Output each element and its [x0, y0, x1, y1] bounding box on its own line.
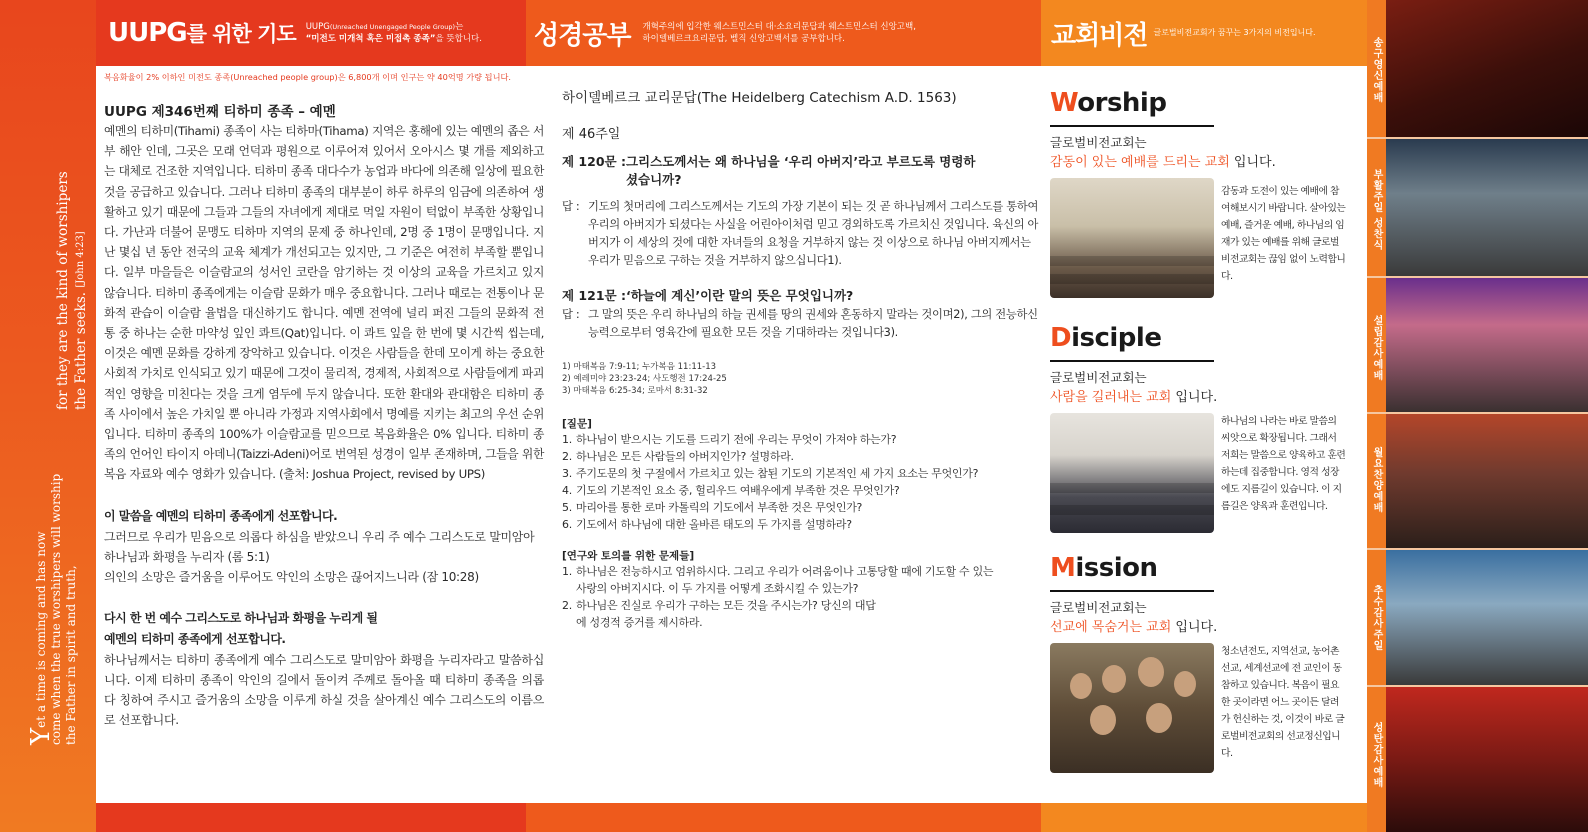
- photo-detail: [1070, 673, 1092, 699]
- heading-rest: ission: [1075, 553, 1158, 583]
- answer-text: 그 말의 뜻은 우리 하나님의 하늘 권세를 땅의 권세와 혼동하지 말라는 것이며2), 그의 전능하신 능력으로부터 영육간에 필요한 모든 것을 기대하라는 것입니다3).: [588, 308, 1038, 339]
- item-number: 6.: [562, 518, 572, 531]
- heading-cap: M: [1050, 553, 1076, 583]
- footer-band-red: [96, 803, 526, 832]
- verse-john-4-23: [54, 150, 90, 410]
- verse-john-4-23-part1: [26, 455, 79, 745]
- photo-image: [1050, 413, 1214, 533]
- sub-text: 는: [455, 22, 464, 32]
- divider: [1050, 360, 1214, 362]
- motto-accent: 감동이 있는 예배를 드리는 교회: [1050, 155, 1230, 170]
- event-photo: [1386, 139, 1588, 276]
- divider: [1050, 125, 1214, 127]
- event-label: 설립감사예배: [1371, 315, 1382, 381]
- list-item: [562, 465, 1042, 482]
- footer-band-amber: [1041, 803, 1367, 832]
- event-photo: [1386, 278, 1588, 412]
- church-name: 글로벌비전교회는: [1050, 600, 1147, 615]
- event-photo: [1386, 414, 1588, 548]
- list-item: [562, 499, 1042, 516]
- answer-121: [562, 306, 1042, 342]
- verse-line: the Father in spirit and truth,: [64, 565, 78, 745]
- bible-study-subtitle: [642, 21, 915, 45]
- verse-line: come when the true worshipers will worship: [49, 473, 63, 745]
- mission-motto: [1050, 616, 1217, 635]
- item-number: 1.: [562, 433, 572, 446]
- vision-header: [1041, 0, 1367, 66]
- motto-tail: 입니다.: [1171, 390, 1218, 405]
- uupg-title-main: UUPG: [108, 18, 187, 48]
- photo-detail: [1050, 274, 1214, 284]
- item-text: 주기도문의 첫 구절에서 가르치고 있는 참된 기도의 기본적인 세 가지 요소는 무엇인가?: [576, 467, 979, 480]
- heading-rest: orship: [1077, 88, 1167, 118]
- disciple-heading: [1050, 323, 1161, 353]
- list-item: [562, 597, 1042, 631]
- reference-item: 2) 예레미야 23:23-24; 사도행전 17:24-25: [562, 374, 727, 384]
- mission-heading: [1050, 553, 1158, 583]
- worship-photo: [1050, 178, 1214, 298]
- vision-title: 교회비전: [1051, 20, 1148, 51]
- motto-tail: 입니다.: [1229, 155, 1276, 170]
- uupg-subtitle: [306, 21, 482, 45]
- heading-line: 예멘의 티하미 종족에게 선포합니다.: [104, 631, 286, 646]
- item-text: 기도의 기본적인 요소 중, 헐리우드 여배우에게 부족한 것은 무엇인가?: [576, 484, 900, 497]
- photo-image: [1050, 643, 1214, 773]
- photo-detail: [1146, 703, 1172, 733]
- motto-tail: 입니다.: [1171, 620, 1218, 635]
- bible-study-column: [562, 86, 1042, 631]
- catechism-week: 제 46주일: [562, 127, 621, 142]
- photo-detail: [1050, 483, 1214, 493]
- sub-text: 개혁주의에 입각한 웨스트민스터 대·소요리문답과 웨스트민스터 신앙고백,: [642, 22, 916, 32]
- uupg-column: [104, 70, 544, 730]
- sub-quote: “미전도 미개척 혹은 미접촉 종족”: [305, 34, 436, 44]
- item-text: 하나님은 모든 사람들의 아버지인가? 설명하라.: [576, 450, 794, 463]
- item-text: 하나님은 진실로 우리가 구하는 모든 것을 주시는가? 당신의 대답에 성경적 증거를 제시하라.: [576, 599, 876, 629]
- question-text: 그리스도께서는 왜 하나님을 ‘우리 아버지’라고 부르도록 명령하셨습니까?: [625, 154, 976, 187]
- photo-detail: [1102, 665, 1126, 693]
- scripture-references: [562, 361, 1042, 397]
- list-item: [562, 563, 1042, 597]
- declaration-heading: 이 말씀을 예멘의 티하미 종족에게 선포합니다.: [104, 508, 338, 523]
- vision-subtitle: 글로벌비전교회가 꿈꾸는 3가지의 비전입니다.: [1153, 28, 1316, 37]
- list-item: [562, 448, 1042, 465]
- question-text: ‘하늘에 계신’이란 말의 뜻은 무엇입니까?: [625, 288, 854, 303]
- worship-motto: [1050, 151, 1276, 170]
- questions-title: [질문]: [562, 418, 592, 430]
- item-number: 2.: [562, 599, 572, 612]
- motto-accent: 사람을 길러내는 교회: [1050, 390, 1172, 405]
- item-text: 마리아를 통한 로마 카톨릭의 기도에서 부족한 것은 무엇인가?: [576, 501, 863, 514]
- photo-detail: [1090, 705, 1116, 735]
- sub-text: 하이델베르크요리문답, 벨직 신앙고백서를 공부합니다.: [642, 34, 845, 44]
- event-photo: [1386, 0, 1588, 137]
- photo-detail: [1174, 671, 1196, 697]
- motto-accent: 선교에 목숨거는 교회: [1050, 620, 1172, 635]
- item-number: 2.: [562, 450, 572, 463]
- item-number: 3.: [562, 467, 572, 480]
- divider: [1050, 590, 1214, 592]
- sub-text: 을 뜻합니다.: [435, 34, 482, 44]
- question-label: 제 120문 :: [562, 154, 626, 169]
- verse-line: for they are the kind of worshipers: [55, 171, 71, 410]
- item-number: 4.: [562, 484, 572, 497]
- declaration-heading-2: [104, 608, 544, 650]
- disciple-motto: [1050, 386, 1217, 405]
- disciple-description: 하나님의 나라는 바로 말씀의 씨앗으로 확장됩니다. 그래서 저희는 말씀으로 양육하고 훈련하는데 집중합니다. 영적 성장에도 지름길이 있습니다. 이 지름길은 양육과 훈련입니다.: [1221, 416, 1346, 512]
- event-label: 추수감사주일: [1371, 585, 1382, 651]
- item-number: 1.: [562, 565, 572, 578]
- worship-heading: [1050, 88, 1166, 118]
- answer-120: [562, 198, 1042, 270]
- uupg-body: 예멘의 티하미(Tihami) 종족이 사는 티하마(Tihama) 지역은 홍해에 있는 예멘의 좁은 서부 해안 인데, 그곳은 모래 언덕과 평원으로 이루어져 있어서 오아시스 몇 개를 제외하고는 대체로 건조한 지역입니다. 티하미 종족 대다수가 농업과 바다에 의존해 일상에 필요한 것을 공급하고 있습니다. 그러나 티하미 종족의 대부분이 하루 하루의 임금에 의존하여 생활하고 있기 때문에 그들과 그들의 자녀에게 제대로 먹일 자원이 턱없이 부족한 상황입니다. 가난과 더불어 문맹도 티하마 지역의 문제 중 하나인데, 2명 중 1명이 문맹입니다. 지난 몇십 년 동안 전국의 교육 체계가 개선되고는 있지만, 그 기준은 여전히 부족할 뿐입니다. 일부 마을들은 이슬람교의 성서인 코란을 암기하는 것 이상의 교육을 가르치고 있지 않습니다. 티하미 종족에게는 이슬람 문화가 매우 중요합니다. 그러나 때로는 전통이나 문화적 관습이 이슬람 율법을 대신하기도 합니다. 예멘 전역에 널리 퍼진 그들의 문화적 전통 중 하나는 순한 마약성 잎인 콰트(Qat)입니다. 이 콰트 잎을 한 번에 몇 시간씩 씹는데, 이것은 예멘 문화를 강하게 장악하고 있습니다. 이것은 사람들을 한데 모이게 하는 중요한 사회적 가치로 인식되고 있기 때문에 그것이 물리적, 경제적, 사회적으로 사람들에게 파괴적인 영향을 미친다는 것을 크게 염두에 두지 않습니다. 또한 환대와 관대함은 티하미 종족 사이에서 높은 가치일 뿐 아니라 가정과 지역사회에서 명예를 지키는 최고의 우선 순위입니다. 티하미 종족의 100%가 이슬람교를 믿으므로 복음화율은 0% 입니다. 티하미 종족의 언어인 타이지 아데니(Taizzi-Adeni)어로 번역된 성경이 일부 존재하며, 그들을 위한 복음 자료와 예수 영화가 있습니다. (출처: Joshua Project, revised by UPS): [104, 124, 544, 482]
- question-label: 제 121문 :: [562, 288, 626, 303]
- uupg-note: 복음화율이 2% 이하인 미전도 종족(Unreached people group)은 6,800개 이며 인구는 약 40억명 가량 됩니다.: [104, 72, 512, 82]
- church-name: 글로벌비전교회는: [1050, 135, 1147, 150]
- declaration-text: 하나님께서는 티하미 종족에게 예수 그리스도로 말미암아 화평을 누리자라고 말씀하십니다. 이제 티하미 종족이 악인의 길에서 돌이켜 주께로 돌아올 때 티하미 종족을 의롭다 칭하여 주시고 즐거움의 소망을 이루게 하실 것을 살아계신 예수 그리스도의 이름으로 선포합니다.: [104, 652, 544, 727]
- worship-description: 감동과 도전이 있는 예배에 참여해보시기 바랍니다. 살아있는 예배, 즐거운 예배, 하나님의 임재가 있는 예배를 위해 글로벌비전교회는 끊임 없이 노력합니다.: [1221, 186, 1346, 282]
- catechism-heading: 하이델베르크 교리문답(The Heidelberg Catechism A.D. 1563): [562, 90, 957, 106]
- declaration-verse: 의인의 소망은 즐거움을 이루어도 악인의 소망은 끊어지느니라 (잠 10:28): [104, 569, 479, 584]
- list-item: [562, 482, 1042, 499]
- disciple-photo: [1050, 413, 1214, 533]
- heading-cap: W: [1050, 88, 1078, 118]
- church-name: 글로벌비전교회는: [1050, 370, 1147, 385]
- list-item: [562, 431, 1042, 448]
- verse-line: et a time is coming and has now: [34, 531, 48, 728]
- photo-detail: [1138, 657, 1164, 687]
- photo-detail: [1050, 256, 1214, 266]
- answer-text: 기도의 첫머리에 그리스도께서는 기도의 가장 기본이 되는 것 곧 하나님께서 그리스도를 통하여 우리의 아버지가 되셨다는 사실을 어린아이처럼 믿고 경외하도록 가르치신 것입니다. 육신의 아버지가 이 세상의 것에 대한 자녀들의 요청을 거부하지 않는 것 이상으로 하나님 아버지께서는 우리가 믿음으로 구하는 것을 거부하지 않으십니다1).: [588, 200, 1039, 267]
- answer-label: 답 :: [562, 200, 580, 213]
- heading-line: 다시 한 번 예수 그리스도로 하나님과 화평을 누리게 될: [104, 610, 378, 625]
- item-text: 기도에서 하나님에 대한 올바른 태도의 두 가지를 설명하라?: [576, 518, 852, 531]
- discussion-title: [연구와 토의를 위한 문제들]: [562, 550, 695, 562]
- verse-line: the Father seeks.: [73, 291, 89, 410]
- item-number: 5.: [562, 501, 572, 514]
- event-photo: [1386, 687, 1588, 832]
- photo-detail: [1050, 505, 1214, 515]
- item-text: 하나님은 전능하시고 엄위하시다. 그리고 우리가 어려움이나 고통당할 때에 기도할 수 있는 사랑의 아버지시다. 이 두 가지를 어떻게 조화시킬 수 있는가?: [576, 565, 994, 595]
- bible-study-title: 성경공부: [534, 20, 631, 51]
- event-label: 월요찬양예배: [1371, 447, 1382, 513]
- event-photo-strip: [1367, 0, 1588, 832]
- mission-photo: [1050, 643, 1214, 773]
- question-120: [562, 153, 1042, 189]
- event-label: 성탄감사예배: [1371, 722, 1382, 788]
- declaration-verse: 그러므로 우리가 믿음으로 의롭다 하심을 받았으니 우리 주 예수 그리스도로 말미암아 하나님과 화평을 누리자 (롬 5:1): [104, 529, 535, 564]
- heading-cap: D: [1050, 323, 1072, 353]
- uupg-title-rest: 를 위한 기도: [186, 22, 296, 46]
- item-text: 하나님이 받으시는 기도를 드리기 전에 우리는 무엇이 가져야 하는가?: [576, 433, 897, 446]
- uupg-header: [96, 0, 526, 66]
- sub-text: (Unreached Unengaged People Group): [329, 23, 456, 31]
- questions-list: [562, 431, 1042, 533]
- answer-label: 답 :: [562, 308, 580, 321]
- discussion-list: [562, 563, 1042, 631]
- footer-band-orange: [526, 803, 1041, 832]
- bible-study-header: [526, 0, 1041, 66]
- left-verse-strip: [0, 0, 96, 832]
- reference-item: 1) 마태복음 7:9-11; 누가복음 11:11-13: [562, 362, 717, 372]
- uupg-heading: UUPG 제346번째 티하미 종족 – 예멘: [104, 104, 336, 120]
- event-label: 송구영신예배: [1371, 37, 1382, 103]
- uupg-title: [108, 18, 296, 48]
- reference-item: 3) 마태복음 6:25-34; 로마서 8:31-32: [562, 386, 708, 396]
- photo-image: [1050, 178, 1214, 298]
- verse-drop-cap: Y: [26, 727, 56, 745]
- event-label: 부활주일 성찬식: [1371, 169, 1382, 251]
- event-photo: [1386, 550, 1588, 685]
- list-item: [562, 516, 1042, 533]
- verse-reference: [John 4:23]: [75, 231, 86, 288]
- mission-description: 청소년전도, 지역선교, 농어촌선교, 세계선교에 전 교인이 동참하고 있습니다. 복음이 필요한 곳이라면 어느 곳이든 달려가 헌신하는 것, 이것이 바로 글로벌비전교회의 선교정신입니다.: [1221, 646, 1345, 759]
- question-121: [562, 287, 1042, 305]
- heading-rest: isciple: [1071, 323, 1162, 353]
- sub-text: UUPG: [305, 22, 330, 32]
